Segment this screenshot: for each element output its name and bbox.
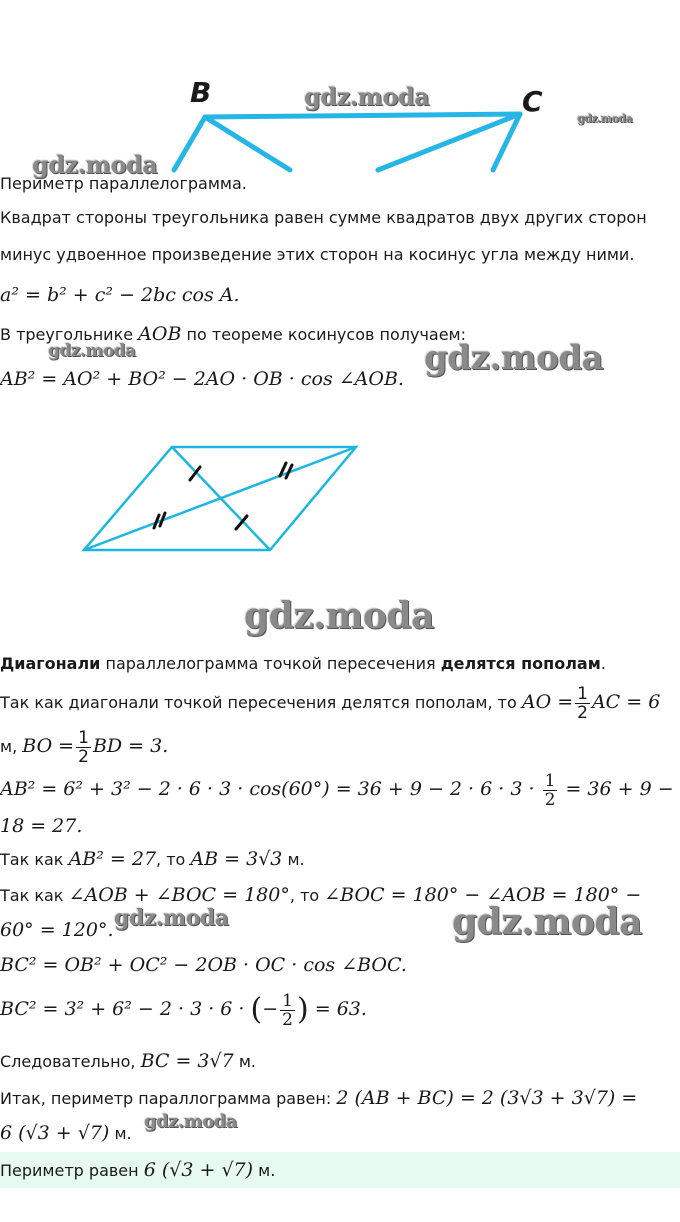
unit-m: м. <box>287 850 305 869</box>
section-title: Периметр параллелограмма. <box>0 174 247 193</box>
intro-text-a: В треугольнике <box>0 325 134 344</box>
ab-calc-b: = 36 + 9 − <box>565 778 674 800</box>
numerator: 1 <box>544 770 556 791</box>
perimeter-value: 6 (√3 + √7) <box>0 1122 110 1144</box>
watermark: gdz.moda <box>452 901 642 943</box>
side-bc <box>205 114 520 117</box>
numerator: 1 <box>282 990 293 1011</box>
denominator: 2 <box>78 747 89 767</box>
unit-m: м. <box>114 1124 132 1143</box>
cosine-law-formula: a² = b² + c² − 2bc cos A. <box>0 284 240 306</box>
bo-line <box>0 722 168 771</box>
fraction-half <box>76 729 91 766</box>
fraction-half <box>575 685 590 722</box>
diagonal-bd <box>205 117 290 170</box>
perimeter-end-line <box>0 1122 132 1145</box>
bo-rhs: BD = 3. <box>92 735 169 757</box>
triangle-name: AOB <box>138 323 182 345</box>
watermark: gdz.moda <box>144 1111 237 1132</box>
denominator: 2 <box>282 1009 293 1030</box>
bc-calc: BC² = 3² + 6² − 2 · 3 · 6 · <box>0 998 245 1020</box>
then-text: , то <box>289 886 320 905</box>
numerator: 1 <box>577 684 588 704</box>
period: . <box>600 654 606 673</box>
ab-calc-end: 18 = 27. <box>0 815 83 837</box>
triangle-intro <box>0 323 466 346</box>
perimeter-text: Итак, периметр параллограмма равен: <box>0 1089 332 1108</box>
answer-value: 6 (√3 + √7) <box>143 1159 254 1181</box>
watermark: gdz.moda <box>114 905 229 931</box>
angle-line <box>0 884 641 907</box>
angle-end: 60° = 120°. <box>0 919 114 941</box>
ao-text: Так как диагонали точкой пересечения делятся пополам, то <box>0 693 517 712</box>
therefore-text: Следовательно, <box>0 1052 136 1071</box>
angle-result: ∠BOC = 180° − ∠AOB = 180° − <box>324 884 642 906</box>
ao-rhs: AC = 6 <box>591 691 661 713</box>
term-bisect: делятся пополам <box>440 654 601 673</box>
unit-m: м. <box>258 1161 276 1180</box>
rule-line-1: Квадрат стороны треугольника равен сумме квадратов двух других сторон <box>0 208 647 227</box>
since-text: Так как <box>0 850 64 869</box>
side-ab <box>174 117 205 170</box>
answer-text: Периметр равен <box>0 1161 139 1180</box>
watermark: gdz.moda <box>424 338 604 378</box>
bo-lhs: BO = <box>22 735 75 757</box>
unit-m: м, <box>0 737 18 756</box>
ab-condition: AB² = 27 <box>68 848 157 870</box>
vertex-label-b: B <box>190 76 212 109</box>
property-text: параллелограмма точкой пересечения <box>105 654 436 673</box>
watermark: gdz.moda <box>48 341 136 361</box>
watermark: gdz.moda <box>244 595 434 637</box>
watermark: gdz.moda <box>32 150 158 179</box>
diagonal-short <box>172 447 270 550</box>
ab-calc-line <box>0 765 674 813</box>
watermark: gdz.moda <box>304 82 430 111</box>
unit-m: м. <box>238 1052 256 1071</box>
bc-formula: BC² = OB² + OC² − 2OB · OC · cos ∠BOC. <box>0 954 407 976</box>
diagonals-property <box>0 653 606 675</box>
watermark: gdz.moda <box>577 112 633 125</box>
term-diagonals: Диагонали <box>0 654 101 673</box>
rule-line-2: минус удвоенное произведение этих сторон на косинус угла между ними. <box>0 245 635 264</box>
since-text: Так как <box>0 886 64 905</box>
denominator: 2 <box>577 703 588 723</box>
angle-condition: ∠AOB + ∠BOC = 180° <box>68 884 290 906</box>
ab-squared-formula: AB² = AO² + BO² − 2AO · OB · cos ∠AOB. <box>0 368 404 390</box>
ab-calc-a: AB² = 6² + 3² − 2 · 6 · 3 · cos(60°) = 36 + 9 − 2 · 6 · 3 · <box>0 778 535 800</box>
bc-value: BC = 3√7 <box>140 1050 234 1072</box>
ab-result-line <box>0 848 305 871</box>
parallelogram-figure <box>0 430 680 560</box>
ab-value: AB = 3√3 <box>190 848 283 870</box>
numerator: 1 <box>78 728 89 748</box>
then-text: , то <box>156 850 186 869</box>
denominator: 2 <box>544 789 556 810</box>
bc-calc-end: = 63. <box>314 998 367 1020</box>
vertex-label-c: C <box>522 85 543 118</box>
fraction-half <box>543 772 558 809</box>
intro-text-b: по теореме косинусов получаем: <box>186 325 467 344</box>
bc-calc-line: BC² = 3² + 6² − 2 · 3 · 6 · (− $\frac{1}{2}$ ) = 63. <box>0 990 367 1030</box>
perimeter-line <box>0 1087 637 1110</box>
ao-lhs: AO = <box>521 691 574 713</box>
bc-result-line <box>0 1050 256 1073</box>
ao-line <box>0 678 660 727</box>
perimeter-calc: 2 (AB + BC) = 2 (3√3 + 3√7) = <box>336 1087 638 1109</box>
answer-line <box>0 1159 275 1182</box>
fraction-half <box>280 992 295 1029</box>
